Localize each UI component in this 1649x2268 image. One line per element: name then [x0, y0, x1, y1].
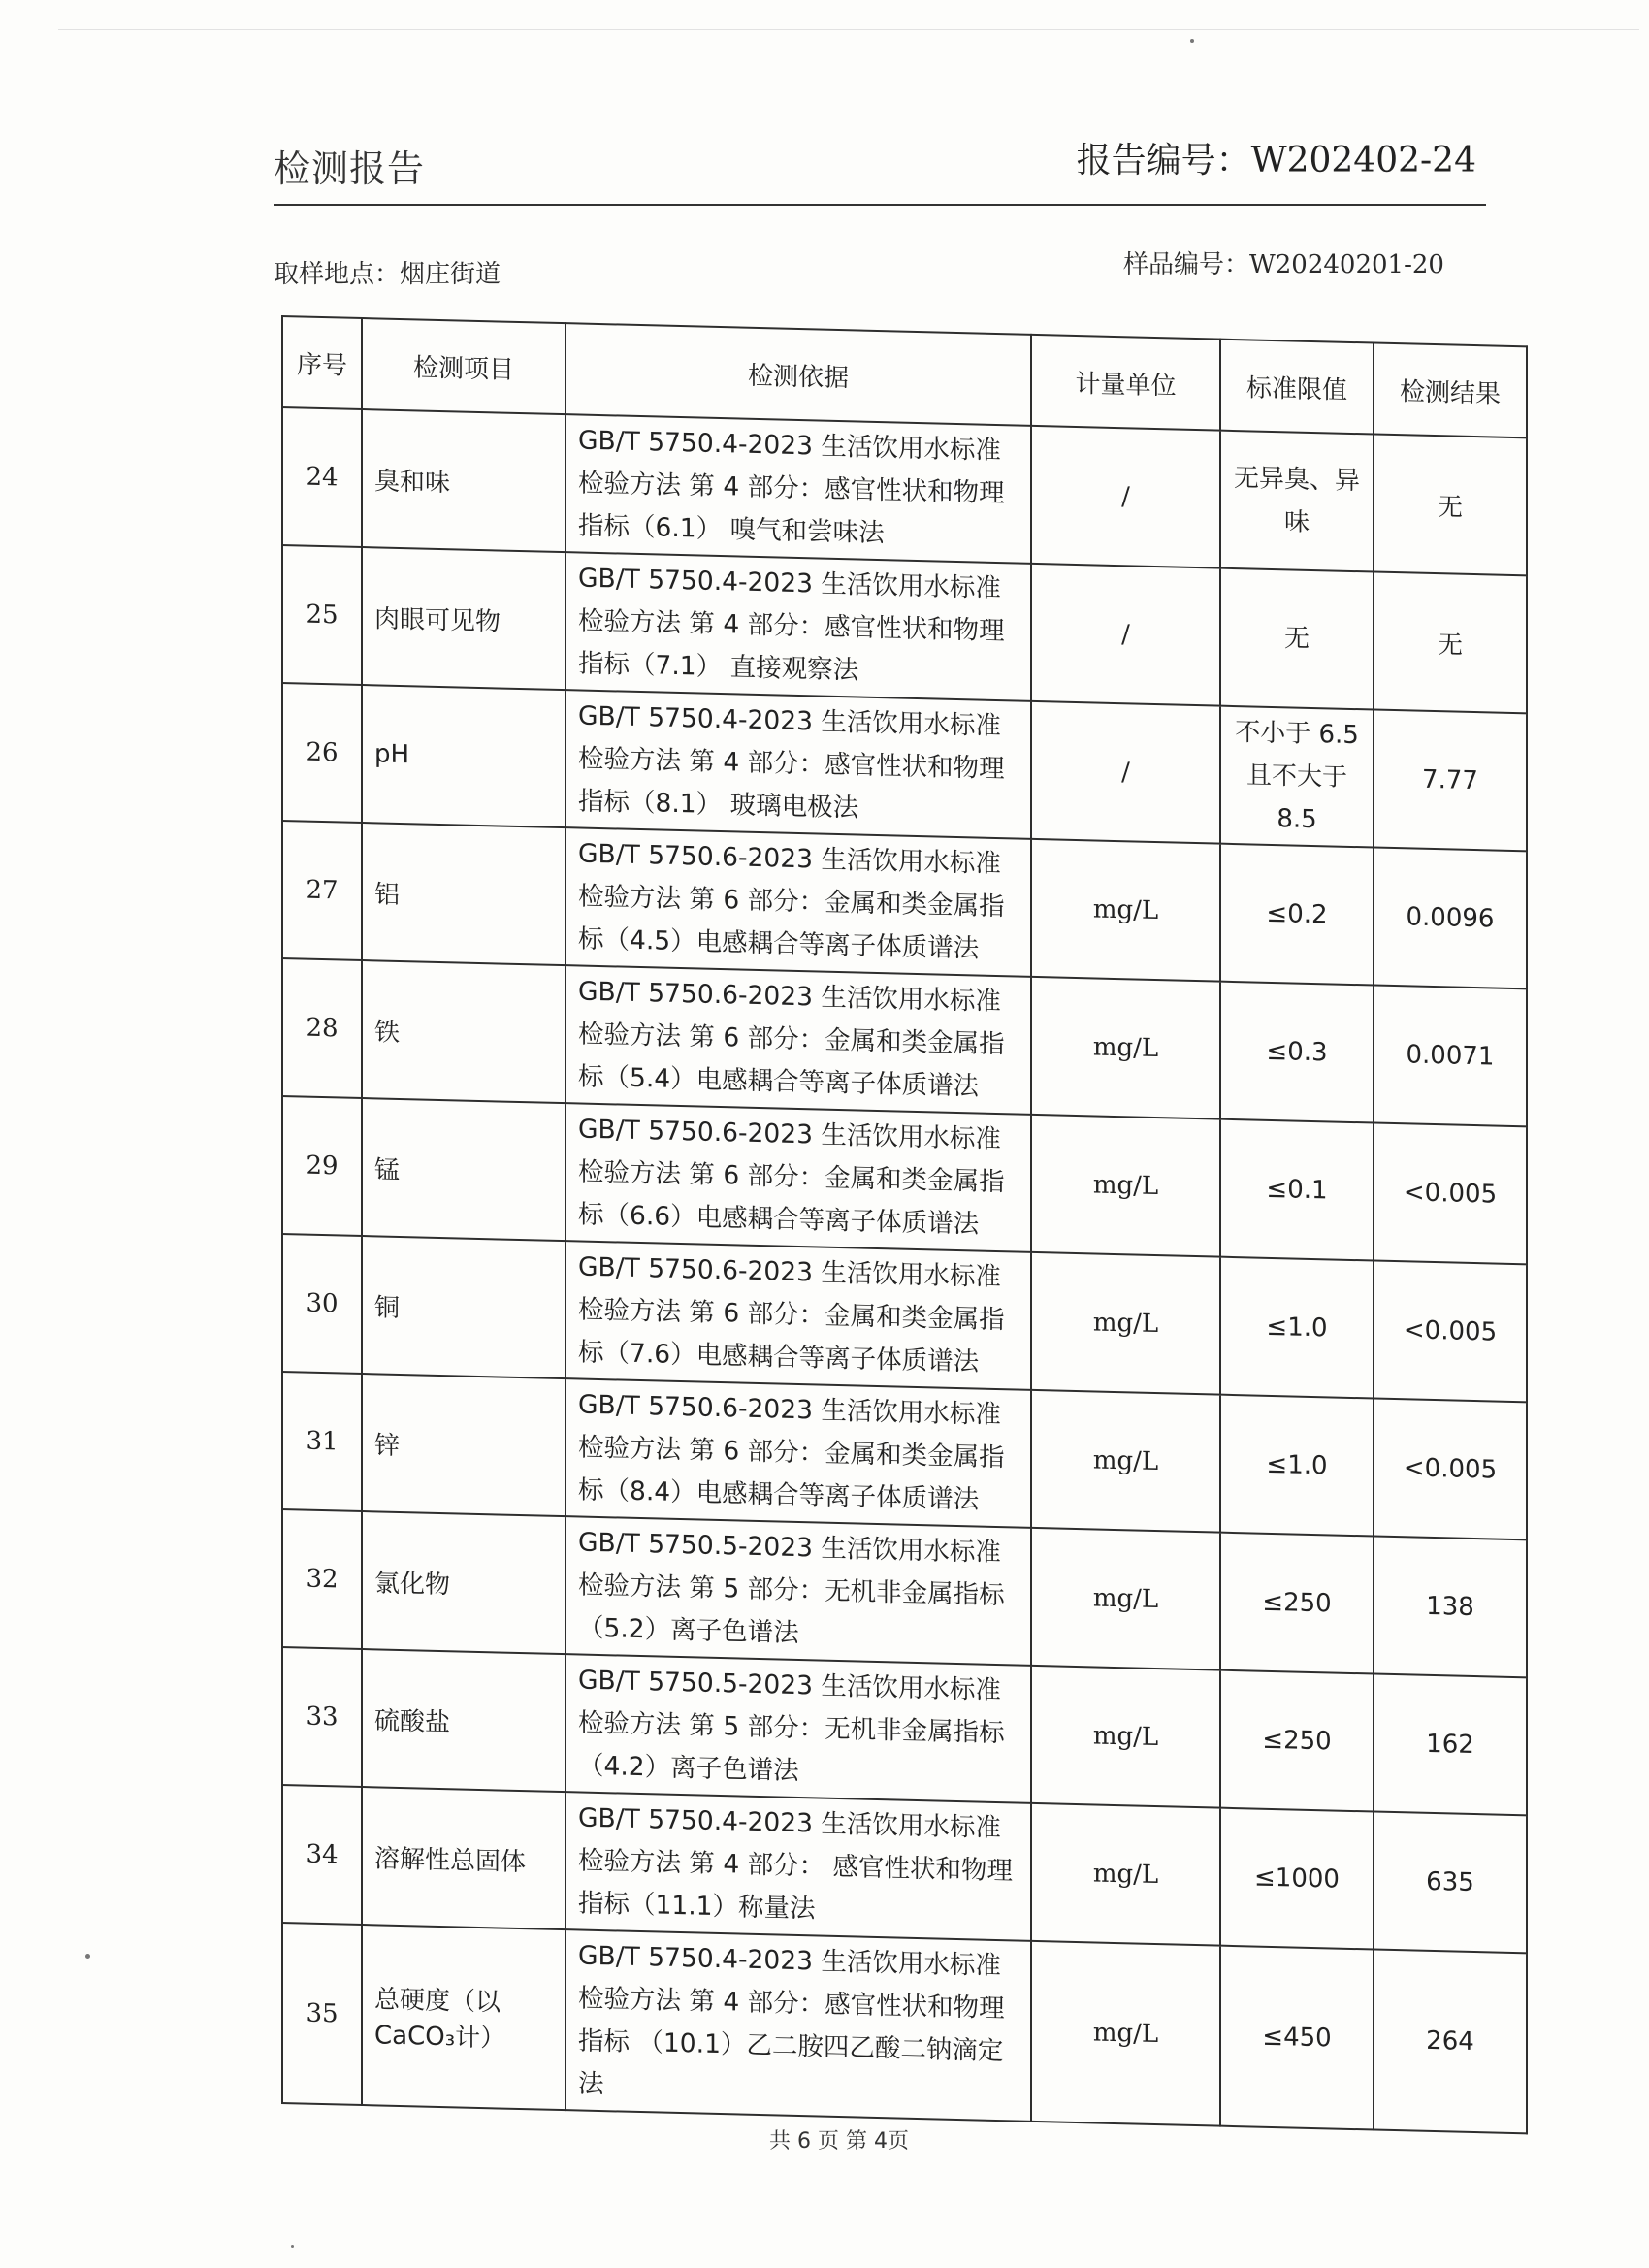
- column-header-unit: 计量单位: [1031, 335, 1220, 431]
- row-item: 肉眼可见物: [362, 547, 566, 690]
- row-item: 臭和味: [362, 409, 566, 552]
- row-method: GB/T 5750.5-2023 生活饮用水标准检验方法 第 5 部分：无机非金属指标（4.2）离子色谱法: [566, 1654, 1031, 1803]
- row-no: 35: [282, 1923, 362, 2105]
- row-method: GB/T 5750.5-2023 生活饮用水标准检验方法 第 5 部分：无机非金属指标（5.2）离子色谱法: [566, 1516, 1031, 1666]
- row-item: 氯化物: [362, 1511, 566, 1654]
- row-limit: 无异臭、异味: [1220, 431, 1374, 572]
- row-no: 30: [282, 1234, 362, 1374]
- row-result: 无: [1374, 572, 1527, 714]
- row-no: 27: [282, 821, 362, 960]
- row-method: GB/T 5750.6-2023 生活饮用水标准检验方法 第 6 部分：金属和类金属指标（7.6）电感耦合等离子体质谱法: [566, 1241, 1031, 1390]
- row-limit: 不小于 6.5 且不大于 8.5: [1220, 706, 1374, 848]
- row-unit: mg/L: [1031, 977, 1220, 1119]
- row-limit: ≤450: [1220, 1946, 1374, 2130]
- page-number: 共 6 页 第 4页: [769, 2129, 909, 2154]
- report-title: 检测报告: [274, 147, 426, 190]
- row-unit: mg/L: [1031, 1528, 1220, 1670]
- row-method: GB/T 5750.4-2023 生活饮用水标准检验方法 第 4 部分：感官性状和物理指标 （10.1）乙二胺四乙酸二钠滴定法: [566, 1929, 1031, 2122]
- scan-speck: [291, 2245, 294, 2248]
- row-unit: mg/L: [1031, 1666, 1220, 1808]
- row-no: 31: [282, 1372, 362, 1511]
- sampling-location-label: 取样地点：: [274, 260, 401, 289]
- row-no: 33: [282, 1647, 362, 1787]
- row-item: 溶解性总固体: [362, 1787, 566, 1929]
- row-no: 26: [282, 683, 362, 823]
- row-no: 24: [282, 407, 362, 547]
- row-unit: mg/L: [1031, 1390, 1220, 1533]
- row-limit: ≤1.0: [1220, 1395, 1374, 1537]
- row-method: GB/T 5750.4-2023 生活饮用水标准检验方法 第 4 部分：感官性状和物理指标（8.1） 玻璃电极法: [566, 690, 1031, 839]
- row-item: 总硬度（以CaCO₃计）: [362, 1925, 566, 2110]
- row-result: 635: [1374, 1812, 1527, 1954]
- column-header-result: 检测结果: [1374, 343, 1527, 438]
- sample-number-label: 样品编号：: [1123, 250, 1250, 279]
- sampling-location: [274, 254, 501, 290]
- row-no: 34: [282, 1785, 362, 1925]
- sample-number: [1123, 244, 1444, 280]
- test-results-table: [281, 315, 1528, 2134]
- row-no: 29: [282, 1096, 362, 1236]
- report-number: 报告编号：W202402-24: [1076, 141, 1476, 180]
- row-item: 锌: [362, 1374, 566, 1516]
- row-item: 铜: [362, 1236, 566, 1378]
- row-result: 无: [1374, 435, 1527, 576]
- row-no: 28: [282, 958, 362, 1098]
- table-row: [282, 1923, 1527, 2133]
- row-item: 铝: [362, 823, 566, 965]
- row-method: GB/T 5750.6-2023 生活饮用水标准检验方法 第 6 部分：金属和类金属指标（4.5）电感耦合等离子体质谱法: [566, 827, 1031, 977]
- row-limit: ≤1000: [1220, 1808, 1374, 1950]
- row-result: <0.005: [1374, 1123, 1527, 1265]
- row-method: GB/T 5750.4-2023 生活饮用水标准检验方法 第 4 部分：感官性状和物理指标（6.1） 嗅气和尝味法: [566, 414, 1031, 564]
- row-method: GB/T 5750.6-2023 生活饮用水标准检验方法 第 6 部分：金属和类金属指标（5.4）电感耦合等离子体质谱法: [566, 965, 1031, 1115]
- row-limit: 无: [1220, 568, 1374, 710]
- column-header-item: 检测项目: [362, 318, 566, 414]
- row-item: 锰: [362, 1098, 566, 1241]
- row-item: pH: [362, 685, 566, 827]
- sampling-location-value: 烟庄街道: [400, 260, 501, 289]
- row-unit: /: [1031, 701, 1220, 844]
- row-unit: mg/L: [1031, 1803, 1220, 1946]
- row-method: GB/T 5750.4-2023 生活饮用水标准检验方法 第 4 部分： 感官性状和物理指标（11.1）称量法: [566, 1792, 1031, 1941]
- row-item: 铁: [362, 960, 566, 1103]
- row-result: <0.005: [1374, 1261, 1527, 1403]
- row-result: 138: [1374, 1537, 1527, 1678]
- row-result: <0.005: [1374, 1399, 1527, 1540]
- row-no: 32: [282, 1509, 362, 1649]
- row-unit: /: [1031, 564, 1220, 706]
- row-item: 硫酸盐: [362, 1649, 566, 1792]
- row-unit: mg/L: [1031, 839, 1220, 982]
- scan-speck: [85, 1954, 90, 1959]
- row-result: 0.0096: [1374, 848, 1527, 989]
- row-result: 7.77: [1374, 710, 1527, 852]
- row-limit: ≤250: [1220, 1533, 1374, 1674]
- row-limit: ≤250: [1220, 1670, 1374, 1812]
- row-result: 0.0071: [1374, 986, 1527, 1127]
- row-unit: mg/L: [1031, 1941, 1220, 2126]
- row-unit: mg/L: [1031, 1252, 1220, 1395]
- column-header-limit: 标准限值: [1220, 340, 1374, 435]
- column-header-no: 序号: [282, 316, 362, 409]
- row-limit: ≤0.3: [1220, 982, 1374, 1123]
- row-method: GB/T 5750.4-2023 生活饮用水标准检验方法 第 4 部分：感官性状和物理指标（7.1） 直接观察法: [566, 552, 1031, 701]
- row-method: GB/T 5750.6-2023 生活饮用水标准检验方法 第 6 部分：金属和类金属指标（8.4）电感耦合等离子体质谱法: [566, 1378, 1031, 1528]
- row-unit: mg/L: [1031, 1115, 1220, 1257]
- column-header-method: 检测依据: [566, 323, 1031, 426]
- row-limit: ≤0.2: [1220, 844, 1374, 986]
- scan-top-edge: [58, 29, 1639, 30]
- sample-number-value: W20240201-20: [1249, 250, 1444, 279]
- report-header: [274, 131, 1486, 206]
- row-unit: /: [1031, 426, 1220, 568]
- row-limit: ≤1.0: [1220, 1257, 1374, 1399]
- row-result: 264: [1374, 1950, 1527, 2134]
- scan-speck: [1190, 39, 1194, 43]
- row-result: 162: [1374, 1674, 1527, 1816]
- row-no: 25: [282, 545, 362, 685]
- row-limit: ≤0.1: [1220, 1119, 1374, 1261]
- row-method: GB/T 5750.6-2023 生活饮用水标准检验方法 第 6 部分：金属和类金属指标（6.6）电感耦合等离子体质谱法: [566, 1103, 1031, 1252]
